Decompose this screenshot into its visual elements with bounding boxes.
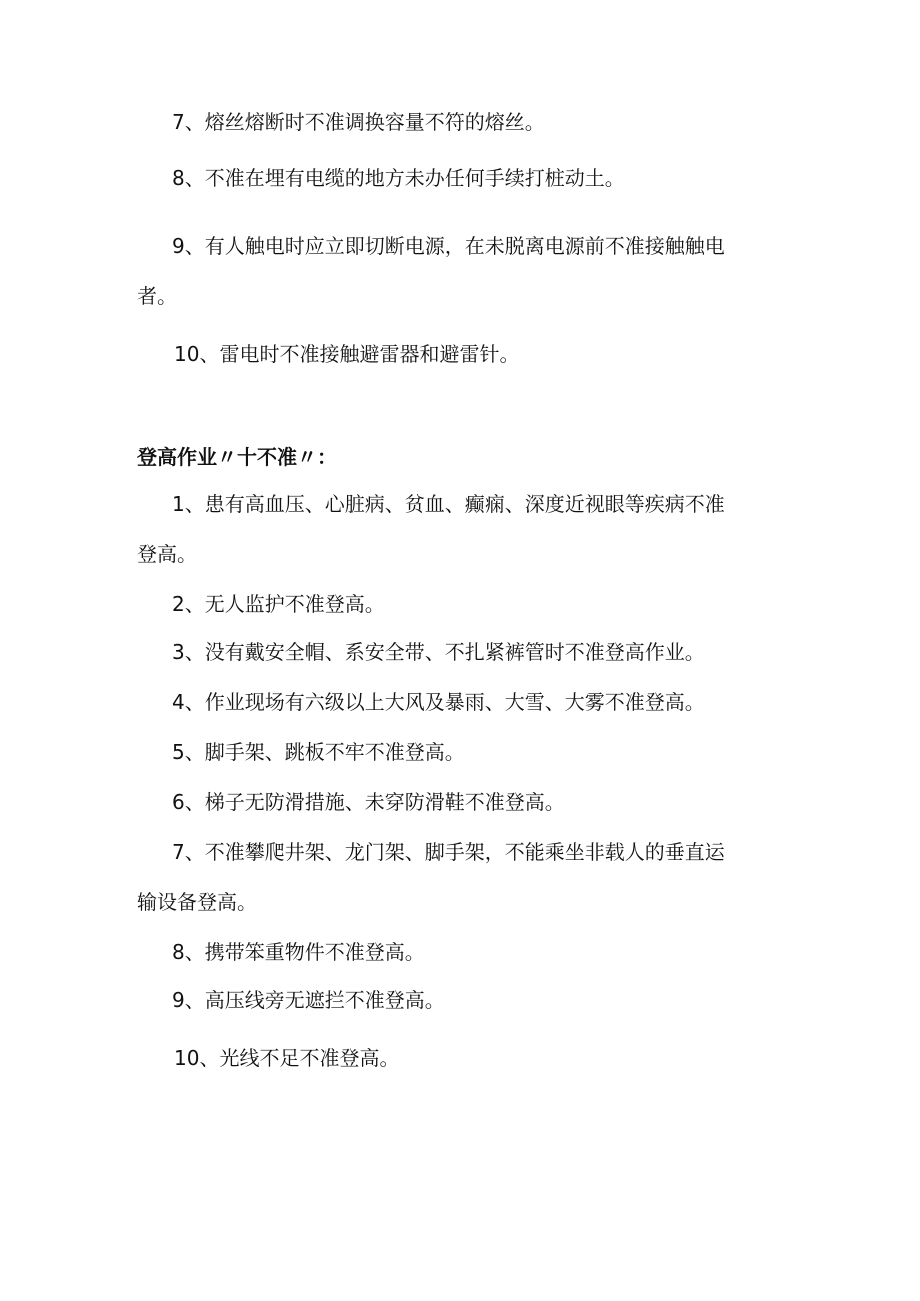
item-number: 2、 [172, 592, 205, 616]
item-text-continuation: 登高。 [137, 542, 197, 566]
item-number: 7、 [172, 110, 205, 134]
item-text: 梯子无防滑措施、未穿防滑鞋不准登高。 [204, 790, 565, 814]
item-text: 雷电时不准接触避雷器和避雷针。 [219, 342, 520, 366]
height-rule-5 [0, 738, 920, 766]
rule-item-9-continuation [0, 282, 920, 310]
section-heading: 登高作业〃十不准〃： [137, 445, 337, 469]
item-number: 3、 [172, 640, 205, 664]
item-text: 没有戴安全帽、系安全带、不扎紧裤管时不准登高作业。 [204, 640, 705, 664]
height-rule-10 [0, 1044, 920, 1072]
item-text: 光线不足不准登高。 [219, 1046, 400, 1070]
item-text: 脚手架、跳板不牢不准登高。 [204, 740, 465, 764]
height-rule-9 [0, 986, 920, 1014]
rule-item-8 [0, 164, 920, 192]
height-rule-8 [0, 938, 920, 966]
item-text: 无人监护不准登高。 [204, 592, 385, 616]
height-rule-1-continuation [0, 540, 920, 568]
item-number: 5、 [172, 740, 205, 764]
height-rule-2 [0, 590, 920, 618]
item-text-continuation: 者。 [137, 284, 177, 308]
item-text: 作业现场有六级以上大风及暴雨、大雪、大雾不准登高。 [204, 690, 705, 714]
item-number: 6、 [172, 790, 205, 814]
item-text: 携带笨重物件不准登高。 [204, 940, 425, 964]
height-rule-4 [0, 688, 920, 716]
item-number: 9、 [172, 234, 205, 258]
item-number: 4、 [172, 690, 205, 714]
height-rule-3 [0, 638, 920, 666]
item-number: 7、 [172, 840, 205, 864]
item-text: 高压线旁无遮拦不准登高。 [204, 988, 445, 1012]
item-text: 有人触电时应立即切断电源，在未脱离电源前不准接触触电 [204, 234, 725, 258]
item-number: 1、 [172, 492, 205, 516]
height-rule-6 [0, 788, 920, 816]
rule-item-7 [0, 108, 920, 136]
item-text: 不准在埋有电缆的地方未办任何手续打桩动土。 [204, 166, 625, 190]
item-text: 患有高血压、心脏病、贫血、癫痫、深度近视眼等疾病不准 [204, 492, 725, 516]
item-text: 熔丝熔断时不准调换容量不符的熔丝。 [204, 110, 545, 134]
height-rule-7-continuation [0, 888, 920, 916]
height-rule-7 [0, 838, 920, 866]
rule-item-10 [0, 340, 920, 368]
rule-item-9 [0, 232, 920, 260]
item-text-continuation: 输设备登高。 [137, 890, 257, 914]
height-rule-1 [0, 490, 920, 518]
item-number: 8、 [172, 166, 205, 190]
item-number: 8、 [172, 940, 205, 964]
item-text: 不准攀爬井架、龙门架、脚手架，不能乘坐非载人的垂直运 [204, 840, 725, 864]
item-number: 10、 [174, 1046, 220, 1070]
item-number: 9、 [172, 988, 205, 1012]
item-number: 10、 [174, 342, 220, 366]
